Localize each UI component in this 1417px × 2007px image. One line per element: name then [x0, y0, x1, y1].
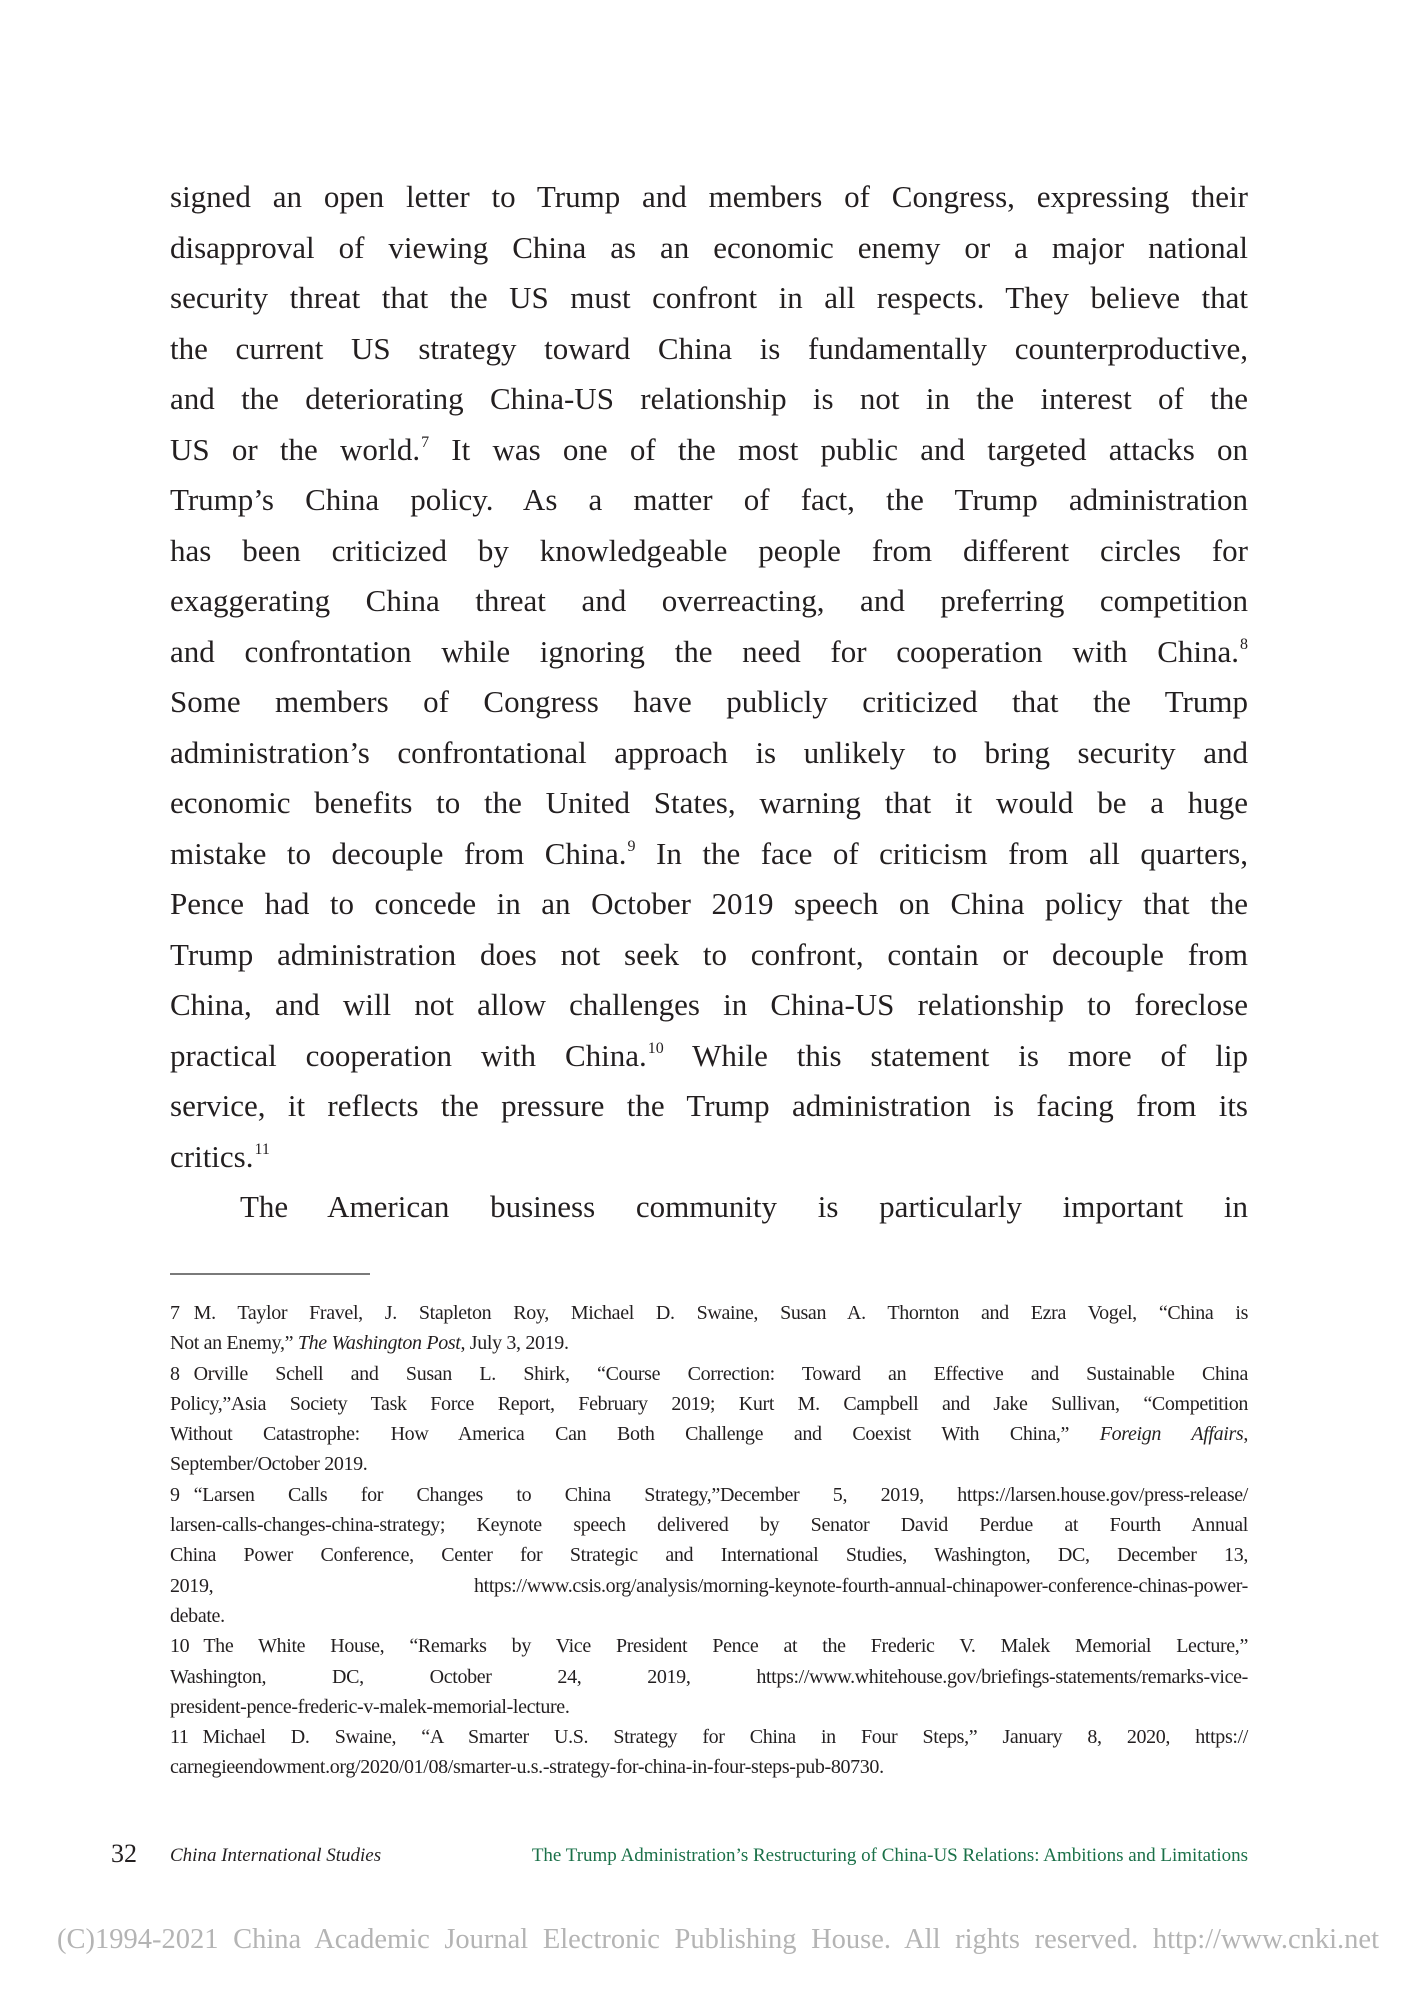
- footnote-9-line: debate.: [170, 1604, 225, 1627]
- body-text-span: In the face of criticism from all quarters,: [635, 835, 1248, 871]
- footnote-9-line[interactable]: 2019, https://www.csis.org/analysis/morning-keynote-fourth-annual-chinapower-conference-chinas-power-: [170, 1574, 1248, 1597]
- footnote-text: Not an Enemy,”: [170, 1332, 298, 1355]
- body-line: economic benefits to the United States, warning that it would be a huge: [170, 785, 1248, 820]
- page-number: 32: [111, 1839, 137, 1868]
- body-text-span: US or the world.: [170, 431, 421, 467]
- footnote-text: The White House, “Remarks by Vice President Pence at the Frederic V. Malek Memorial Lecture,”: [203, 1635, 1248, 1658]
- footnote-number: 8: [170, 1362, 180, 1385]
- body-line: signed an open letter to Trump and members of Congress, expressing their: [170, 179, 1248, 214]
- body-line: exaggerating China threat and overreacting, and preferring competition: [170, 583, 1248, 618]
- footnote-link-text[interactable]: “Larsen Calls for Changes to China Strategy,”December 5, 2019, https://larsen.house.gov/press-release/: [193, 1483, 1248, 1506]
- body-text-span: While this statement is more of lip: [663, 1037, 1248, 1073]
- footnote-9-line: China Power Conference, Center for Strategic and International Studies, Washington, DC, December 13,: [170, 1544, 1248, 1567]
- body-text-span: and confrontation while ignoring the need for cooperation with China.: [170, 633, 1239, 669]
- body-line: Some members of Congress have publicly criticized that the Trump: [170, 684, 1248, 719]
- footnote-ref-9[interactable]: 9: [627, 837, 636, 855]
- body-line: Pence had to concede in an October 2019 speech on China policy that the: [170, 886, 1248, 921]
- journal-name: China International Studies: [170, 1845, 382, 1866]
- copyright-watermark: (C)1994-2021 China Academic Journal Electronic Publishing House. All rights reserved. http://www.cnki.net: [57, 1924, 1379, 1955]
- footnote-text: M. Taylor Fravel, J. Stapleton Roy, Michael D. Swaine, Susan A. Thornton and Ezra Vogel, “China is: [193, 1302, 1248, 1324]
- body-text-span: critics.: [170, 1138, 254, 1174]
- body-line: service, it reflects the pressure the Trump administration is facing from its: [170, 1088, 1248, 1123]
- body-line: [170, 1132, 1248, 1183]
- article-title: The Trump Administration’s Restructuring of China-US Relations: Ambitions and Limitations: [531, 1845, 1248, 1866]
- body-line: has been criticized by knowledgeable people from different circles for: [170, 532, 1248, 568]
- body-line: [170, 829, 1248, 880]
- body-line: [170, 627, 1248, 678]
- footnote-ref-11[interactable]: 11: [254, 1140, 270, 1158]
- footnote-text: Orville Schell and Susan L. Shirk, “Course Correction: Toward an Effective and Sustainable China: [193, 1362, 1248, 1385]
- paragraph-start-line: The American business community is particularly important in: [240, 1189, 1248, 1224]
- footnote-number: 11: [170, 1726, 189, 1749]
- body-line: and the deteriorating China-US relationship is not in the interest of the: [170, 381, 1248, 416]
- body-text-span: practical cooperation with China.: [170, 1037, 647, 1073]
- footnote-ref-7[interactable]: 7: [421, 433, 430, 451]
- footnote-number: 10: [170, 1635, 190, 1658]
- footnote-separator-rule: [170, 1273, 370, 1275]
- body-line: disapproval of viewing China as an economic enemy or a major national: [170, 229, 1248, 265]
- footnote-8-line: [170, 1359, 1248, 1389]
- publication-title: The Washington Post: [297, 1332, 461, 1355]
- footnote-ref-8[interactable]: 8: [1240, 635, 1248, 653]
- body-line: the current US strategy toward China is fundamentally counterproductive,: [170, 330, 1248, 366]
- publication-title: Foreign Affairs: [1099, 1423, 1244, 1446]
- body-line: Trump’s China policy. As a matter of fact, the Trump administration: [170, 482, 1248, 517]
- body-text: [170, 172, 1248, 1233]
- footnote-7-line: [170, 1328, 1248, 1358]
- footnote-8-line: Policy,”Asia Society Task Force Report, February 2019; Kurt M. Campbell and Jake Sullivan, “Competition: [170, 1392, 1248, 1415]
- body-line: Trump administration does not seek to confront, contain or decouple from: [170, 936, 1248, 972]
- footnote-number: 9: [170, 1483, 180, 1506]
- footnote-11-line: [170, 1722, 1248, 1752]
- body-line: [170, 1031, 1248, 1082]
- body-line: security threat that the US must confront in all respects. They believe that: [170, 280, 1248, 315]
- footnote-text: ,: [1243, 1423, 1248, 1446]
- footnote-number: 7: [170, 1302, 180, 1324]
- body-line: [170, 425, 1248, 476]
- body-line: administration’s confrontational approach is unlikely to bring security and: [170, 734, 1248, 770]
- footnote-11-line[interactable]: carnegieendowment.org/2020/01/08/smarter-u.s.-strategy-for-china-in-four-steps-pub-80730.: [170, 1756, 884, 1779]
- footnote-8-line: September/October 2019.: [170, 1453, 368, 1476]
- footnotes: [170, 1298, 1248, 1783]
- footnote-text: Without Catastrophe: How America Can Both Challenge and Coexist With China,”: [170, 1423, 1100, 1446]
- footnote-10-line[interactable]: Washington, DC, October 24, 2019, https://www.whitehouse.gov/briefings-statements/remarks-vice-: [170, 1665, 1248, 1688]
- footnote-10-line[interactable]: president-pence-frederic-v-malek-memorial-lecture.: [170, 1695, 570, 1718]
- body-line: China, and will not allow challenges in China-US relationship to foreclose: [170, 987, 1248, 1022]
- footnote-10-line: [170, 1631, 1248, 1661]
- footnote-link-text[interactable]: Michael D. Swaine, “A Smarter U.S. Strategy for China in Four Steps,” January 8, 2020, https://: [202, 1726, 1248, 1749]
- footnote-9-line: [170, 1480, 1248, 1510]
- footnote-8-line: [170, 1419, 1248, 1449]
- footnote-9-line: larsen-calls-changes-china-strategy; Keynote speech delivered by Senator David Perdue at Fourth Annual: [170, 1514, 1248, 1537]
- footnote-text: , July 3, 2019.: [460, 1332, 569, 1355]
- footnote-ref-10[interactable]: 10: [647, 1039, 664, 1057]
- footnote-7-line: [170, 1298, 1248, 1328]
- body-text-span: mistake to decouple from China.: [170, 835, 627, 871]
- running-footer: [111, 1836, 1251, 1872]
- body-text-span: It was one of the most public and targeted attacks on: [429, 431, 1249, 467]
